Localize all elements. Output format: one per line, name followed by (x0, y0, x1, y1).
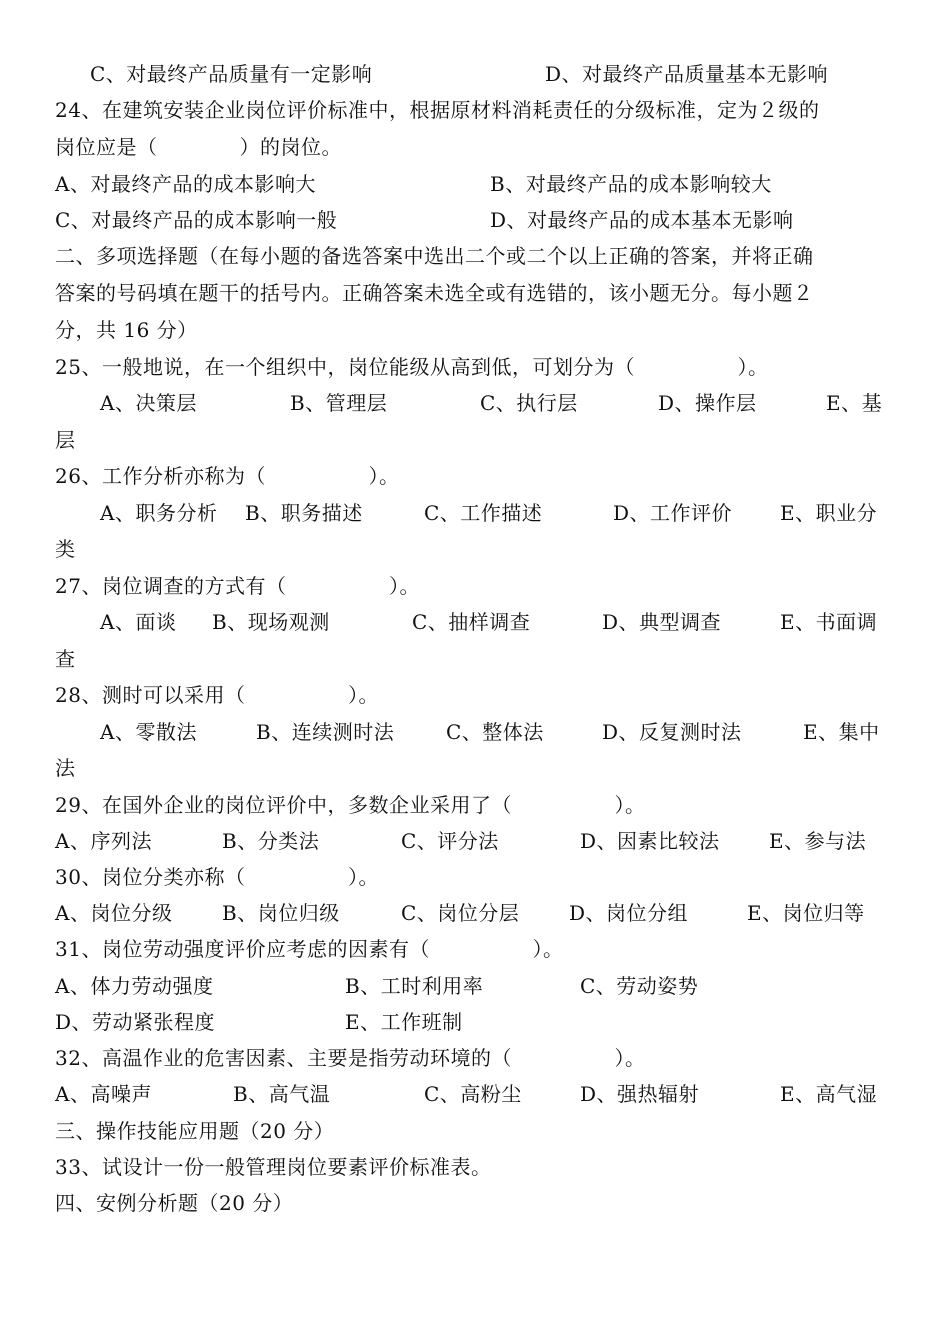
q26-option-a: A、职务分析 (100, 501, 218, 525)
q31-option-d: D、劳动紧张程度 (55, 1010, 216, 1034)
q33-stem: 33、试设计一份一般管理岗位要素评价标准表。 (55, 1155, 492, 1179)
q28-option-c: C、整体法 (446, 720, 544, 744)
q29-option-c: C、评分法 (401, 829, 499, 853)
q28-option-a: A、零散法 (100, 720, 197, 744)
q29-option-e: E、参与法 (769, 829, 867, 853)
q25-option-a: A、决策层 (100, 391, 197, 415)
q29-stem: 29、在国外企业的岗位评价中，多数企业采用了（ ）。 (55, 793, 646, 817)
q27-stem: 27、岗位调查的方式有（ ）。 (55, 574, 420, 598)
section2-heading-line1: 二、多项选择题（在每小题的备选答案中选出二个或二个以上正确的答案，并将正确 (55, 244, 814, 268)
q26-option-b: B、职务描述 (245, 501, 363, 525)
q24-option-a: A、对最终产品的成本影响大 (55, 172, 316, 196)
q30-option-a: A、岗位分级 (55, 901, 173, 925)
q30-option-e: E、岗位归等 (747, 901, 865, 925)
section2-heading-line2: 答案的号码填在题干的括号内。正确答案未选全或有选错的，该小题无分。每小题２ (55, 281, 814, 305)
q30-stem: 30、岗位分类亦称（ ）。 (55, 865, 379, 889)
q27-option-e-wrap: 查 (55, 647, 76, 671)
q32-option-b: B、高气温 (233, 1082, 331, 1106)
q27-option-c: C、抽样调查 (412, 610, 531, 634)
q27-option-e: E、书面调 (780, 610, 878, 634)
q30-option-d: D、岗位分组 (569, 901, 689, 925)
q24-stem-line2: 岗位应是（ ）的岗位。 (55, 135, 342, 159)
q28-stem: 28、测时可以采用（ ）。 (55, 683, 379, 707)
section4-heading: 四、安例分析题（20 分） (55, 1191, 294, 1215)
q30-option-c: C、岗位分层 (401, 901, 520, 925)
q26-option-d: D、工作评价 (613, 501, 733, 525)
q27-option-d: D、典型调查 (602, 610, 722, 634)
q23-option-d: D、对最终产品质量基本无影响 (545, 62, 829, 86)
q31-option-e: E、工作班制 (345, 1010, 463, 1034)
q28-option-e: E、集中 (803, 720, 880, 744)
q24-stem-line1: 24、在建筑安装企业岗位评价标准中，根据原材料消耗责任的分级标准，定为２级的 (55, 98, 820, 122)
q23-option-c: C、对最终产品质量有一定影响 (90, 62, 373, 86)
q25-option-c: C、执行层 (480, 391, 578, 415)
q31-option-b: B、工时利用率 (345, 974, 484, 998)
q32-option-d: D、强热辐射 (580, 1082, 700, 1106)
q25-option-e-wrap: 层 (55, 428, 76, 452)
q26-option-e: E、职业分 (780, 501, 878, 525)
q25-stem: 25、一般地说，在一个组织中，岗位能级从高到低，可划分为（ ）。 (55, 355, 769, 379)
q31-option-a: A、体力劳动强度 (55, 974, 214, 998)
q25-option-e: E、基 (826, 391, 883, 415)
q26-option-c: C、工作描述 (424, 501, 543, 525)
q28-option-b: B、连续测时法 (256, 720, 395, 744)
q27-option-a: A、面谈 (100, 610, 177, 634)
q28-option-d: D、反复测时法 (602, 720, 742, 744)
q25-option-b: B、管理层 (290, 391, 388, 415)
q29-option-b: B、分类法 (222, 829, 320, 853)
q30-option-b: B、岗位归级 (222, 901, 340, 925)
q24-option-d: D、对最终产品的成本基本无影响 (490, 208, 794, 232)
q28-option-e-wrap: 法 (55, 756, 76, 780)
q32-option-a: A、高噪声 (55, 1082, 152, 1106)
q29-option-a: A、序列法 (55, 829, 152, 853)
q29-option-d: D、因素比较法 (580, 829, 720, 853)
q31-option-c: C、劳动姿势 (580, 974, 699, 998)
q27-option-b: B、现场观测 (212, 610, 330, 634)
section3-heading: 三、操作技能应用题（20 分） (55, 1119, 335, 1143)
q32-stem: 32、高温作业的危害因素、主要是指劳动环境的（ ）。 (55, 1046, 646, 1070)
q32-option-e: E、高气湿 (780, 1082, 878, 1106)
q25-option-d: D、操作层 (658, 391, 757, 415)
section2-heading-line3: 分，共 16 分） (55, 318, 198, 342)
q24-option-c: C、对最终产品的成本影响一般 (55, 208, 338, 232)
q32-option-c: C、高粉尘 (424, 1082, 522, 1106)
q26-stem: 26、工作分析亦称为（ ）。 (55, 464, 400, 488)
q26-option-e-wrap: 类 (55, 537, 76, 561)
q31-stem: 31、岗位劳动强度评价应考虑的因素有（ ）。 (55, 937, 564, 961)
q24-option-b: B、对最终产品的成本影响较大 (490, 172, 772, 196)
